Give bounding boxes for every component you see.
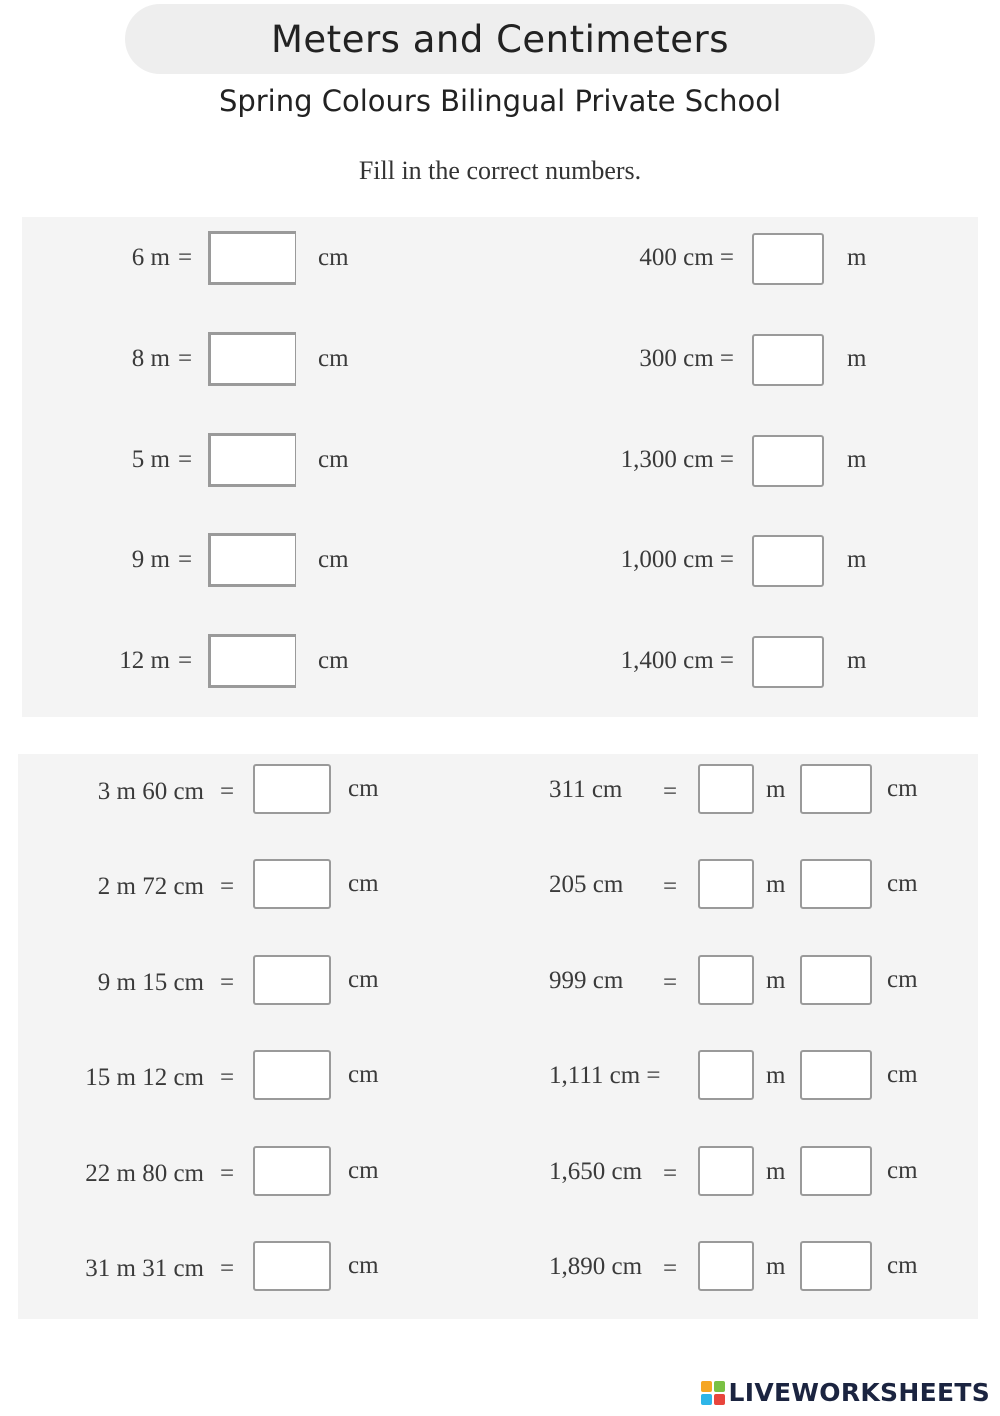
- equals-sign: =: [178, 446, 193, 473]
- answer-input[interactable]: [253, 1050, 331, 1100]
- centimeters-input[interactable]: [800, 1050, 872, 1100]
- unit-label: cm: [348, 966, 379, 993]
- equals-sign: =: [178, 345, 193, 372]
- unit-label-cm: cm: [887, 1157, 918, 1184]
- centimeters-input[interactable]: [800, 764, 872, 814]
- school-name: Spring Colours Bilingual Private School: [218, 84, 782, 118]
- answer-input[interactable]: [752, 435, 824, 487]
- unit-label-cm: cm: [887, 870, 918, 897]
- equals-sign: =: [220, 969, 235, 996]
- answer-input[interactable]: [752, 334, 824, 386]
- unit-label-m: m: [766, 1253, 786, 1280]
- centimeters-input[interactable]: [800, 1241, 872, 1291]
- equals-sign: =: [178, 546, 193, 573]
- given-length: 1,300 cm =: [620, 446, 734, 473]
- unit-label: m: [847, 244, 867, 271]
- given-length: 1,650 cm: [549, 1158, 643, 1185]
- answer-input[interactable]: [752, 535, 824, 587]
- given-length: 1,400 cm =: [620, 647, 734, 674]
- given-length: 205 cm: [549, 871, 624, 898]
- answer-input[interactable]: [253, 764, 331, 814]
- meters-input[interactable]: [698, 1050, 754, 1100]
- unit-label: cm: [348, 1252, 379, 1279]
- unit-label: m: [847, 647, 867, 674]
- meters-input[interactable]: [698, 1241, 754, 1291]
- equals-sign: =: [178, 647, 193, 674]
- answer-input[interactable]: [253, 1241, 331, 1291]
- given-length: 300 cm =: [639, 345, 734, 372]
- unit-label: cm: [318, 546, 349, 573]
- given-length: 5 m: [131, 446, 170, 473]
- unit-label: cm: [348, 1061, 379, 1088]
- given-length: 999 cm: [549, 967, 624, 994]
- answer-input[interactable]: [208, 433, 296, 487]
- unit-label-cm: cm: [887, 775, 918, 802]
- unit-label-cm: cm: [887, 1061, 918, 1088]
- given-length: 3 m 60 cm: [97, 778, 204, 805]
- given-length: 22 m 80 cm: [85, 1160, 204, 1187]
- unit-label: cm: [318, 647, 349, 674]
- centimeters-input[interactable]: [800, 955, 872, 1005]
- given-length: 311 cm: [549, 776, 623, 803]
- unit-label-m: m: [766, 871, 786, 898]
- answer-input[interactable]: [253, 955, 331, 1005]
- given-length: 6 m: [131, 244, 170, 271]
- answer-input[interactable]: [208, 231, 296, 285]
- title-banner: [125, 4, 875, 74]
- given-length: 1,000 cm =: [620, 546, 734, 573]
- meters-input[interactable]: [698, 1146, 754, 1196]
- equals-sign: =: [663, 969, 678, 996]
- given-length: 400 cm =: [639, 244, 734, 271]
- meters-input[interactable]: [698, 764, 754, 814]
- unit-label: cm: [348, 775, 379, 802]
- meters-input[interactable]: [698, 955, 754, 1005]
- exercise-panel-1: [22, 217, 978, 717]
- unit-label: m: [847, 345, 867, 372]
- meters-input[interactable]: [698, 859, 754, 909]
- exercise-panel-2: [18, 754, 978, 1319]
- given-length: 9 m: [131, 546, 170, 573]
- equals-sign: =: [220, 1255, 235, 1282]
- unit-label-cm: cm: [887, 1252, 918, 1279]
- equals-sign: =: [220, 1064, 235, 1091]
- unit-label: cm: [318, 446, 349, 473]
- equals-sign: =: [178, 244, 193, 271]
- equals-sign: =: [663, 1255, 678, 1282]
- given-length: 1,890 cm: [549, 1253, 643, 1280]
- centimeters-input[interactable]: [800, 859, 872, 909]
- unit-label-m: m: [766, 1158, 786, 1185]
- liveworksheets-icon: [701, 1381, 725, 1405]
- answer-input[interactable]: [208, 332, 296, 386]
- equals-sign: =: [663, 1160, 678, 1187]
- unit-label: m: [847, 446, 867, 473]
- equals-sign: =: [220, 1160, 235, 1187]
- equals-sign: =: [220, 873, 235, 900]
- given-length: 15 m 12 cm: [85, 1064, 204, 1091]
- page-title: Meters and Centimeters: [271, 17, 729, 61]
- unit-label: cm: [318, 244, 349, 271]
- equals-sign: =: [220, 778, 235, 805]
- unit-label-m: m: [766, 776, 786, 803]
- answer-input[interactable]: [253, 1146, 331, 1196]
- unit-label: cm: [348, 870, 379, 897]
- unit-label: cm: [318, 345, 349, 372]
- logo-tile: [701, 1394, 712, 1405]
- given-length: 8 m: [131, 345, 170, 372]
- centimeters-input[interactable]: [800, 1146, 872, 1196]
- answer-input[interactable]: [752, 636, 824, 688]
- unit-label-m: m: [766, 967, 786, 994]
- logo-tile: [714, 1394, 725, 1405]
- answer-input[interactable]: [752, 233, 824, 285]
- unit-label: cm: [348, 1157, 379, 1184]
- answer-input[interactable]: [208, 634, 296, 688]
- given-length: 12 m: [119, 647, 170, 674]
- answer-input[interactable]: [208, 533, 296, 587]
- unit-label: m: [847, 546, 867, 573]
- unit-label-cm: cm: [887, 966, 918, 993]
- given-length: 1,111 cm =: [549, 1062, 661, 1089]
- logo-tile: [714, 1381, 725, 1392]
- answer-input[interactable]: [253, 859, 331, 909]
- brand-name: LIVEWORKSHEETS: [728, 1378, 990, 1407]
- equals-sign: =: [663, 873, 678, 900]
- logo-tile: [701, 1381, 712, 1392]
- liveworksheets-logo: [701, 1378, 990, 1407]
- given-length: 2 m 72 cm: [97, 873, 204, 900]
- equals-sign: =: [663, 778, 678, 805]
- instruction-text: Fill in the correct numbers.: [358, 156, 642, 185]
- given-length: 9 m 15 cm: [97, 969, 204, 996]
- unit-label-m: m: [766, 1062, 786, 1089]
- given-length: 31 m 31 cm: [85, 1255, 204, 1282]
